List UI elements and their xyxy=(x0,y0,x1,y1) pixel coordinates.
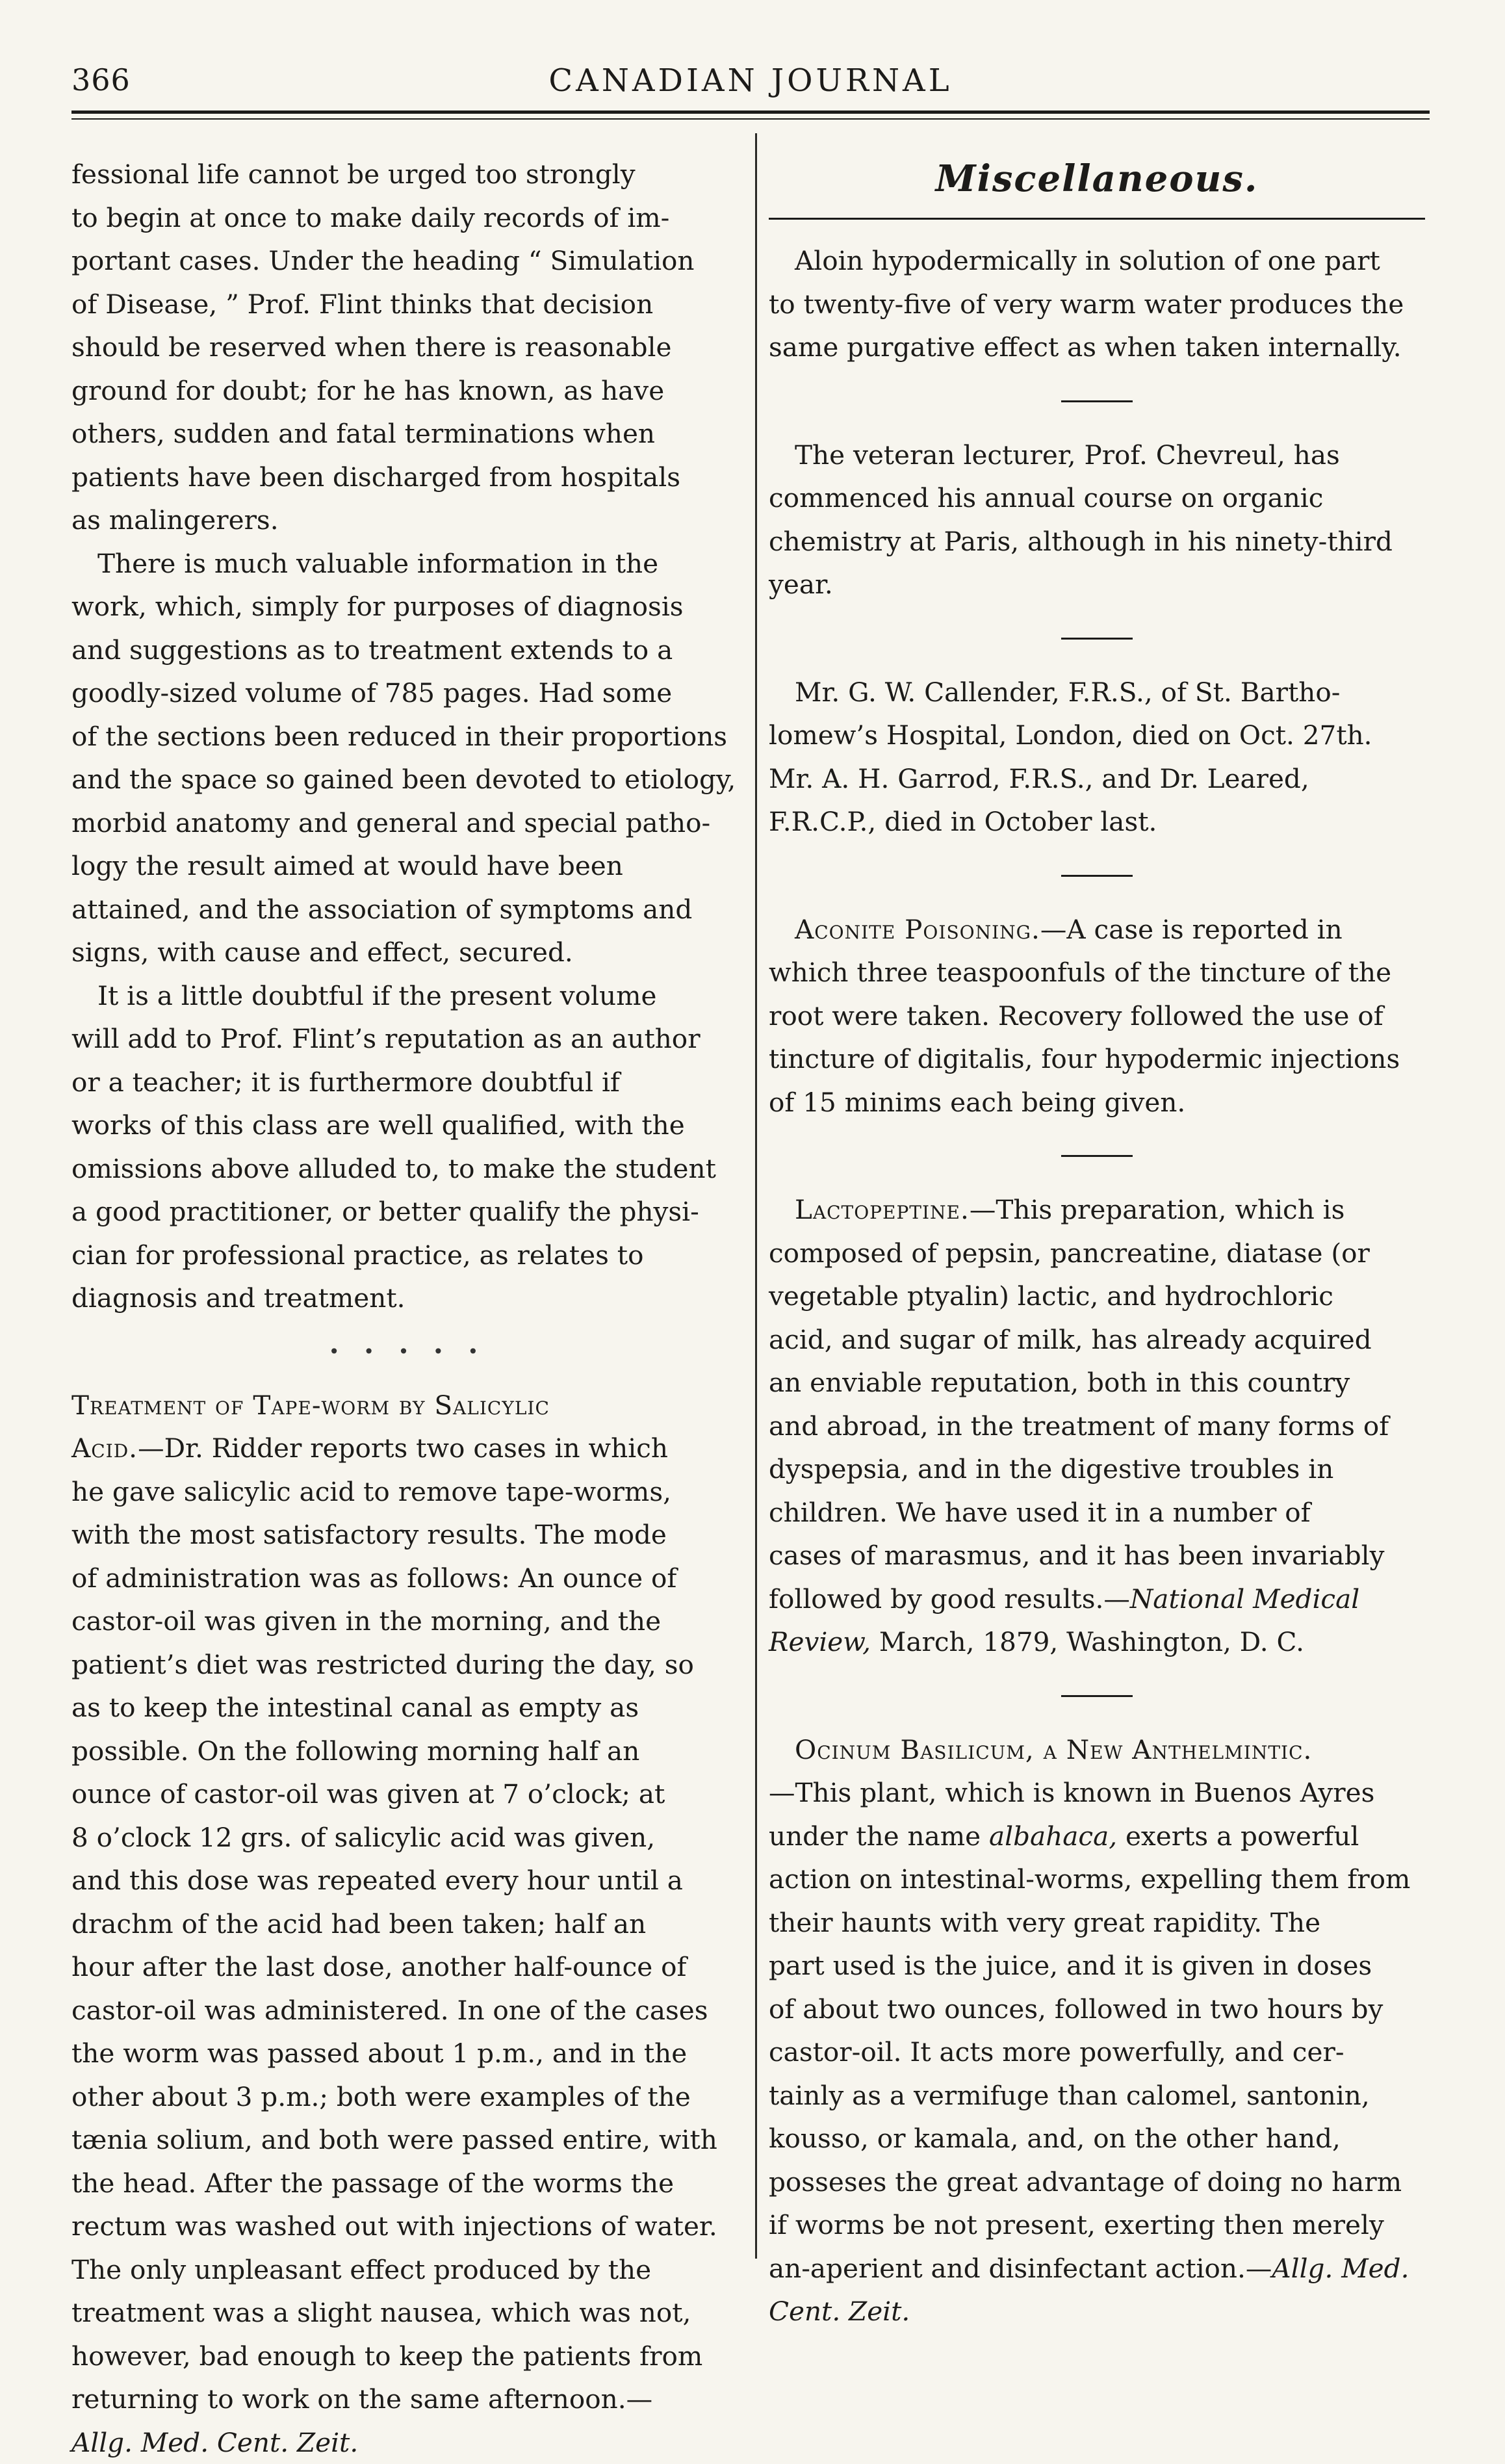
review-paragraph-3: It is a little doubtful if the present volume will add to Prof. Flint’s reputation as an author or a teacher; it is furthermore doubtful if works of this class are well qualified, with the omissions above alluded to, to make the student a good practitioner, or better qualify the physi- cian for professional practice, as relates to diagnosis and treatment. xyxy=(71,974,745,1320)
misc-item-aconite xyxy=(769,908,1425,1124)
section-title-rule xyxy=(769,218,1425,220)
item-separator xyxy=(1061,400,1133,402)
tapeworm-article-source: Allg. Med. Cent. Zeit. xyxy=(71,2427,358,2458)
page-number: 366 xyxy=(71,62,131,97)
item-separator xyxy=(1061,875,1133,877)
misc-item-aloin: Aloin hypodermically in solution of one part to twenty-five of very warm water produces the same purgative effect as when taken internally. xyxy=(769,239,1425,369)
right-column xyxy=(769,153,1425,2333)
header-rule-thin xyxy=(71,118,1430,120)
left-column xyxy=(71,153,745,2464)
misc-item-ocinum xyxy=(769,1728,1425,2333)
lactopeptine-source: National Medical Review, xyxy=(769,1583,1359,1658)
header-rule-thick xyxy=(71,110,1430,114)
continued-paragraph: fessional life cannot be urged too strongly to begin at once to make daily records of im- portant cases. Under the heading “ Simulation of Disease, ” Prof. Flint thinks that decision should be reserved when there is reasonable ground for doubt; for he has known, as have others, sudden and fatal terminations when patients have been discharged from hospitals as malingerers. xyxy=(71,153,745,542)
item-separator xyxy=(1061,638,1133,640)
review-paragraph-2: There is much valuable information in the work, which, simply for purposes of diagnosis and suggestions as to treatment extends to a goodly-sized volume of 785 pages. Had some of the sections been reduced in their proportions and the space so gained been devoted to etiology, morbid anatomy and general and special patho- logy the result aimed at would have been attained, and the association of symptoms and signs, with cause and effect, secured. xyxy=(71,542,745,974)
aconite-heading: Aconite Poisoning. xyxy=(795,914,1040,945)
item-separator xyxy=(1061,1695,1133,1697)
ocinum-body-b: exerts a powerful action on intestinal-worms, expelling them from their haunts with very great rapidity. The part used is the juice, and it is given in doses of about two ounces, followed in two hours by castor-oil. It acts more powerfully, and cer- tainly as a vermifuge than calomel, santonin, kousso, or kamala, and, on the other hand, posseses the great advantage of doing no harm if worms be not present, exerting then merely an-aperient and disinfectant action.— xyxy=(769,1821,1410,2284)
page-header xyxy=(71,51,1430,109)
ocinum-source: Allg. Med. Cent. Zeit. xyxy=(769,2253,1409,2328)
ocinum-body-a: —This plant, which is known in Buenos Ayres under the name xyxy=(769,1777,1374,1852)
tapeworm-article xyxy=(71,1384,745,2464)
ocinum-plant-name: albahaca, xyxy=(989,1821,1117,1852)
misc-item-obituaries: Mr. G. W. Callender, F.R.S., of St. Bartho- lomew’s Hospital, London, died on Oct. 27th. Mr. A. H. Garrod, F.R.S., and Dr. Leared, F.R.C.P., died in October last. xyxy=(769,671,1425,844)
section-separator: • • • • • xyxy=(71,1320,745,1384)
ocinum-heading: Ocinum Basilicum, a New Anthelmintic. xyxy=(795,1734,1312,1765)
tapeworm-article-heading: Treatment of Tape-worm by Salicylic Acid. xyxy=(71,1390,550,1464)
section-title-miscellaneous: Miscellaneous. xyxy=(769,153,1425,218)
column-divider xyxy=(755,133,757,2259)
tapeworm-article-body: —Dr. Ridder reports two cases in which he gave salicylic acid to remove tape-worms, with the most satisfactory results. The mode of administration was as follows: An ounce of castor-oil was given in the morning, and the patient’s diet was restricted during the day, so as to keep the intestinal canal as empty as possible. On the following morning half an ounce of castor-oil was given at 7 o’clock; at 8 o’clock 12 grs. of salicylic acid was given, and this dose was repeated every hour until a drachm of the acid had been taken; half an hour after the last dose, another half-ounce of castor-oil was administered. In one of the cases the worm was passed about 1 p.m., and in the other about 3 p.m.; both were examples of the tænia solium, and both were passed entire, with the head. After the passage of the worms the rectum was washed out with injections of water. The only unpleasant effect produced by the treatment was a slight nausea, which was not, however, bad enough to keep the patients from returning to work on the same afternoon.— xyxy=(71,1433,717,2415)
lactopeptine-body: —This preparation, which is composed of pepsin, pancreatine, diatase (or vegetable ptyalin) lactic, and hydrochloric acid, and sugar of milk, has already acquired an enviable reputation, both in this country and abroad, in the treatment of many forms of dyspepsia, and in the digestive troubles in children. We have used it in a number of cases of marasmus, and it has been invariably followed by good results.— xyxy=(769,1194,1389,1615)
lactopeptine-source-tail: March, 1879, Washington, D. C. xyxy=(871,1626,1304,1657)
misc-item-lactopeptine xyxy=(769,1188,1425,1664)
running-title: CANADIAN JOURNAL xyxy=(71,62,1430,99)
misc-item-chevreul: The veteran lecturer, Prof. Chevreul, has commenced his annual course on organic chemistry at Paris, although in his ninety-third year. xyxy=(769,434,1425,606)
item-separator xyxy=(1061,1155,1133,1157)
lactopeptine-heading: Lactopeptine. xyxy=(795,1194,970,1225)
aconite-body: —A case is reported in which three teaspoonfuls of the tincture of the root were taken. Recovery followed the use of tincture of digitalis, four hypodermic injections of 15 minims each being given. xyxy=(769,914,1400,1118)
